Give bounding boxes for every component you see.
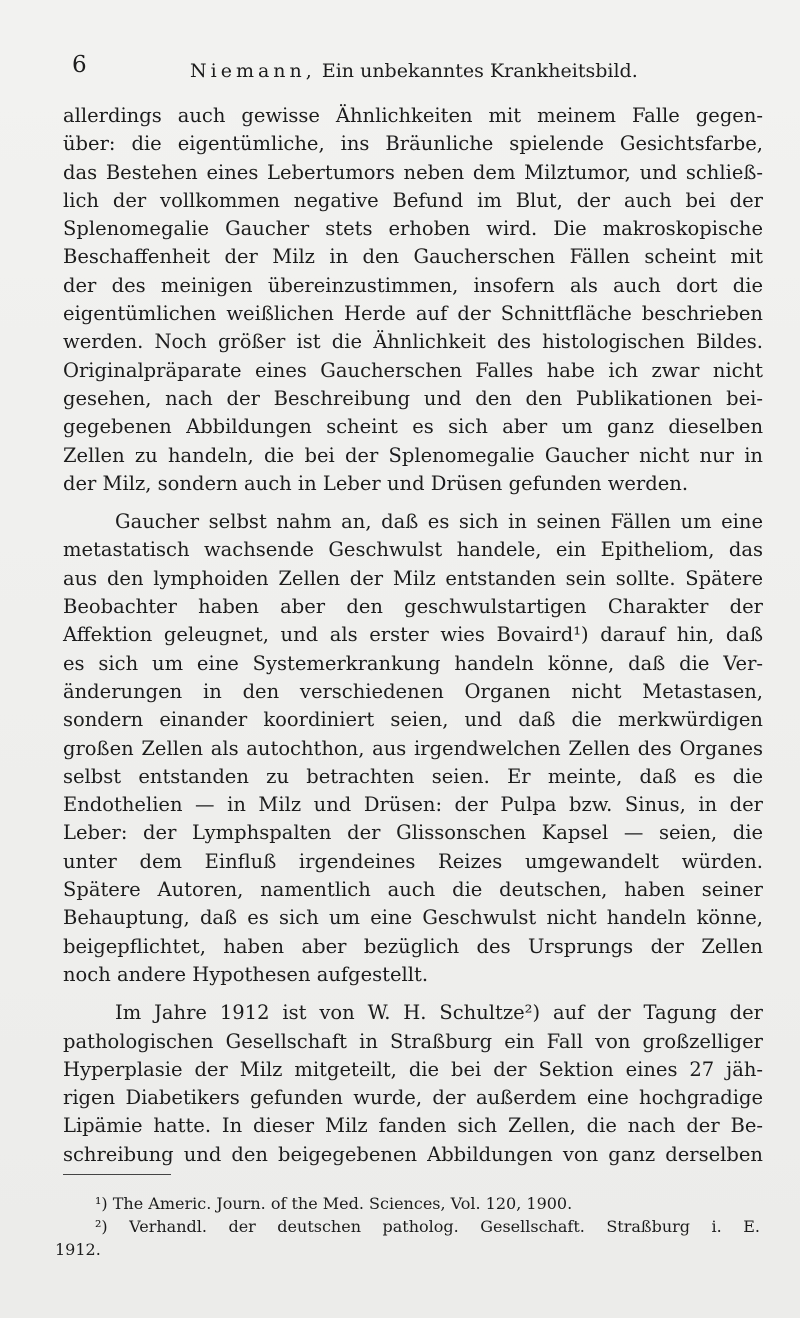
text-line: Beobachter haben aber den geschwulstartigen Charakter der [63, 595, 763, 619]
text-line: rigen Diabetikers gefunden wurde, der außerdem eine hochgradige [63, 1086, 763, 1110]
text-line: metastatisch wachsende Geschwulst handele, ein Epitheliom, das [63, 538, 763, 562]
text-line: selbst entstanden zu betrachten seien. Er meinte, daß es die [63, 764, 763, 788]
footnote-2-continuation: 1912. [55, 1240, 101, 1259]
paragraph-3 [63, 999, 763, 1169]
text-line: Gaucher selbst nahm an, daß es sich in seinen Fällen um eine [115, 510, 763, 534]
text-line: änderungen in den verschiedenen Organen nicht Metastasen, [63, 679, 763, 703]
text-line: der Milz, sondern auch in Leber und Drüsen gefunden werden. [63, 471, 689, 495]
running-title [190, 60, 638, 82]
text-line: aus den lymphoiden Zellen der Milz entstanden sein sollte. Spätere [63, 566, 763, 590]
text-line: das Bestehen eines Lebertumors neben dem Milztumor, und schließ- [63, 160, 763, 184]
text-line: schreibung und den beigegebenen Abbildungen von ganz derselben [63, 1142, 763, 1166]
text-line: der des meinigen übereinzustimmen, insofern als auch dort die [63, 273, 763, 297]
text-line: Affektion geleugnet, und als erster wies Bovaird¹) darauf hin, daß [63, 623, 763, 647]
text-line: beigepflichtet, haben aber bezüglich des Ursprungs der Zellen [63, 934, 763, 958]
text-line: unter dem Einfluß irgendeines Reizes umgewandelt würden. [63, 849, 763, 873]
text-line: Originalpräparate eines Gaucherschen Falles habe ich zwar nicht [63, 358, 763, 382]
text-line: gegebenen Abbildungen scheint es sich aber um ganz dieselben [63, 415, 763, 439]
footnote-1: ¹) The Americ. Journ. of the Med. Sciences, Vol. 120, 1900. [95, 1194, 573, 1213]
body-text [63, 102, 763, 1169]
text-line: über: die eigentümliche, ins Bräunliche spielende Gesichtsfarbe, [63, 132, 763, 156]
text-line: Leber: der Lymphspalten der Glissonschen Kapsel — seien, die [63, 821, 763, 845]
header-title: Ein unbekanntes Krankheitsbild. [321, 60, 638, 82]
text-line: Zellen zu handeln, die bei der Splenomegalie Gaucher nicht nur in [63, 443, 763, 467]
text-line: Spätere Autoren, namentlich auch die deutschen, haben seiner [63, 878, 763, 902]
paragraph-2 [63, 508, 763, 989]
text-line: eigentümlichen weißlichen Herde auf der Schnittfläche beschrieben [63, 302, 763, 326]
text-line: großen Zellen als autochthon, aus irgendwelchen Zellen des Organes [63, 736, 763, 760]
text-line: Hyperplasie der Milz mitgeteilt, die bei der Sektion eines 27 jäh- [63, 1057, 763, 1081]
text-line: Lipämie hatte. In dieser Milz fanden sich Zellen, die nach der Be- [63, 1114, 763, 1138]
text-line: gesehen, nach der Beschreibung und den den Publikationen bei- [63, 386, 763, 410]
text-line: es sich um eine Systemerkrankung handeln könne, daß die Ver- [63, 651, 763, 675]
running-header [72, 52, 762, 86]
text-line: Endothelien — in Milz und Drüsen: der Pulpa bzw. Sinus, in der [63, 793, 763, 817]
text-line: noch andere Hypothesen aufgestellt. [63, 962, 429, 986]
text-line: lich der vollkommen negative Befund im Blut, der auch bei der [63, 188, 763, 212]
text-line: Splenomegalie Gaucher stets erhoben wird. Die makroskopische [63, 217, 763, 241]
footnote-2: ²) Verhandl. der deutschen patholog. Gesellschaft. Straßburg i. E. [95, 1217, 760, 1236]
paragraph-1 [63, 102, 763, 498]
page-number: 6 [72, 52, 87, 78]
text-line: Im Jahre 1912 ist von W. H. Schultze²) auf der Tagung der [115, 1001, 763, 1025]
text-line: Beschaffenheit der Milz in den Gaucherschen Fällen scheint mit [63, 245, 763, 269]
text-line: allerdings auch gewisse Ähnlichkeiten mit meinem Falle gegen- [63, 104, 763, 127]
header-author: Niemann, [190, 60, 316, 82]
text-line: sondern einander koordiniert seien, und daß die merkwürdigen [63, 708, 763, 732]
text-line: werden. Noch größer ist die Ähnlichkeit des histologischen Bildes. [63, 330, 763, 354]
footnotes [55, 1192, 760, 1261]
footnote-divider [63, 1174, 171, 1175]
text-line: Behauptung, daß es sich um eine Geschwulst nicht handeln könne, [63, 906, 763, 930]
text-line: pathologischen Gesellschaft in Straßburg ein Fall von großzelliger [63, 1029, 763, 1053]
